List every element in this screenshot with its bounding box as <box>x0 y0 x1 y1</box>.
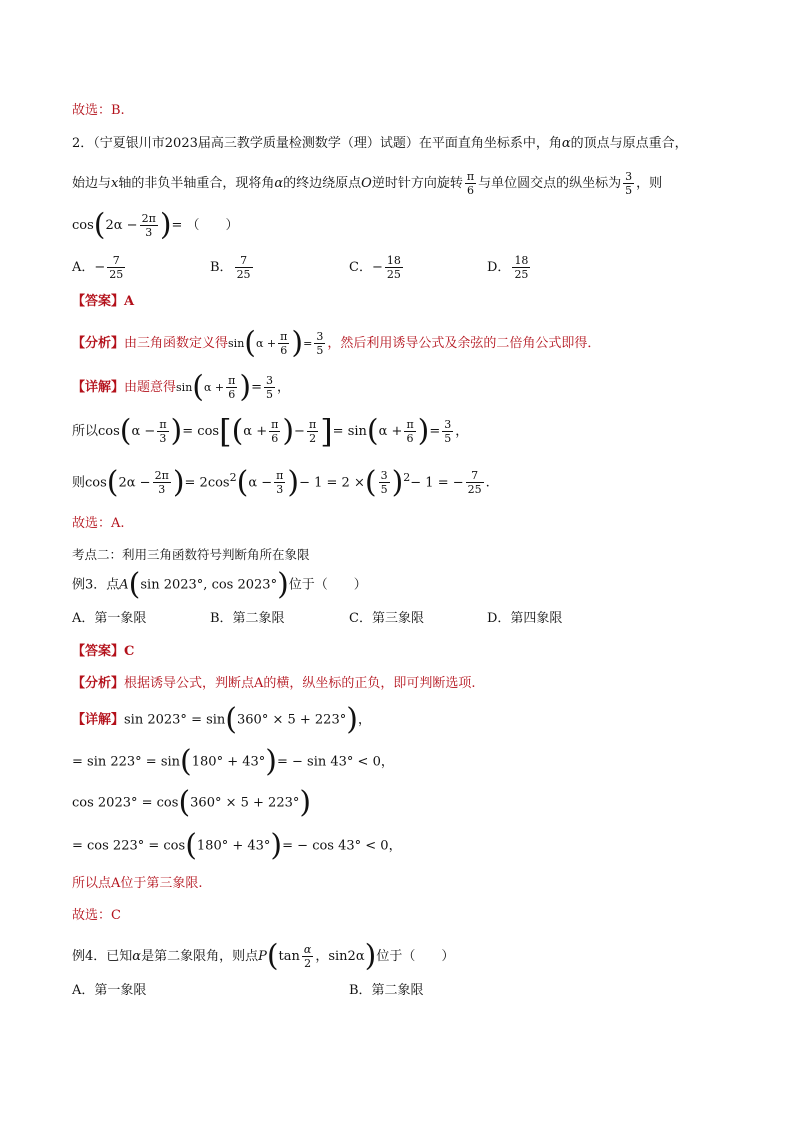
q2-source: （宁夏银川市2023届高三教学质量检测数学（理）试题） <box>93 136 419 151</box>
ex3-stem: 例3．点A(sin 2023°, cos 2023°)位于（ ） <box>72 567 367 602</box>
q2-option-d: D． $\frac{18}{25}$ <box>487 254 529 281</box>
ex3-option-d: D．第四象限 <box>487 611 563 626</box>
q2-expression: cos(2α − $\frac{2\pi}{3}$ )= （ ） <box>72 207 239 243</box>
q2-stem-line2: 始边与x轴的非负半轴重合，现将角α的终边绕原点O逆时针方向旋转 $\frac{\pi}{6}$ 与单位圆交点的纵坐标为 $\frac{3}{5}$ ，则 <box>72 170 663 197</box>
ex3-detail-4: = cos 223° = cos(180° + 43°)= − cos 43° < 0， <box>72 828 402 863</box>
ex4-option-b: B．第二象限 <box>349 983 424 998</box>
ex3-option-b: B．第二象限 <box>210 611 285 626</box>
q2-detail: 【详解】由题意得sin(α + $\frac{\pi}{6}$ )= $\frac{3}{5}$ ， <box>72 369 291 405</box>
ex3-option-c: C．第三象限 <box>349 611 424 626</box>
ex4-option-a: A．第一象限 <box>72 983 147 998</box>
q2-choice: 故选：A. <box>72 516 125 531</box>
section-heading: 考点二：利用三角函数符号判断角所在象限 <box>72 547 310 562</box>
ex3-detail-2: = sin 223° = sin(180° + 43°)= − sin 43° < 0， <box>72 744 394 779</box>
q2-stem-line1: 2．（宁夏银川市2023届高三教学质量检测数学（理）试题）在平面直角坐标系中，角α的顶点与原点重合， <box>72 136 688 151</box>
q2-analysis: 【分析】由三角函数定义得sin(α + $\frac{\pi}{6}$ )= $\frac{3}{5}$ ，然后利用诱导公式及余弦的二倍角公式即得． <box>72 325 601 361</box>
fraction: $\frac{\pi}{6}$ <box>466 170 475 197</box>
ex4-stem: 例4．已知α是第二象限角，则点P(tan $\frac{\alpha}{2}$ ，sin2α)位于（ ） <box>72 938 455 974</box>
q2-option-b: B． $\frac{7}{25}$ <box>210 254 251 281</box>
q2-answer: 【答案】A <box>72 294 135 309</box>
q2-option-a: A．− $\frac{7}{25}$ <box>72 254 124 281</box>
fraction: $\frac{3}{5}$ <box>625 170 633 197</box>
ex3-answer: 【答案】C <box>72 644 135 659</box>
ex3-option-a: A．第一象限 <box>72 611 147 626</box>
q2-derivation-1: 所以cos(α − $\frac{\pi}{3}$ )= cos[(α + $\frac{\pi}{6}$ )− $\frac{\pi}{2}$ ]= sin(α + $\frac{\pi}{6}$ )= $\frac{3}{5}$ ， <box>72 412 469 451</box>
ex3-detail-3: cos 2023° = cos(360° × 5 + 223°) <box>72 785 312 820</box>
ex3-choice: 故选：C <box>72 908 121 923</box>
ex3-analysis: 【分析】根据诱导公式，判断点A的横，纵坐标的正负，即可判断选项. <box>72 676 476 691</box>
ex3-conclusion: 所以点A位于第三象限. <box>72 876 203 891</box>
previous-choice: 故选：B. <box>72 103 125 118</box>
q2-option-c: C．− $\frac{18}{25}$ <box>349 254 401 281</box>
q2-number: 2． <box>72 136 94 151</box>
q2-derivation-2: 则cos(2α − $\frac{2\pi}{3}$ )= $2\cos^2(\alpha$ − $\frac{\pi}{3}$ )− 1 = 2 ×( $\frac{3}{5}$ )$^2$− 1 = − $\frac{7}{25}$ . <box>72 464 490 500</box>
ex3-detail-1: 【详解】sin 2023° = sin(360° × 5 + 223°)， <box>72 702 371 737</box>
